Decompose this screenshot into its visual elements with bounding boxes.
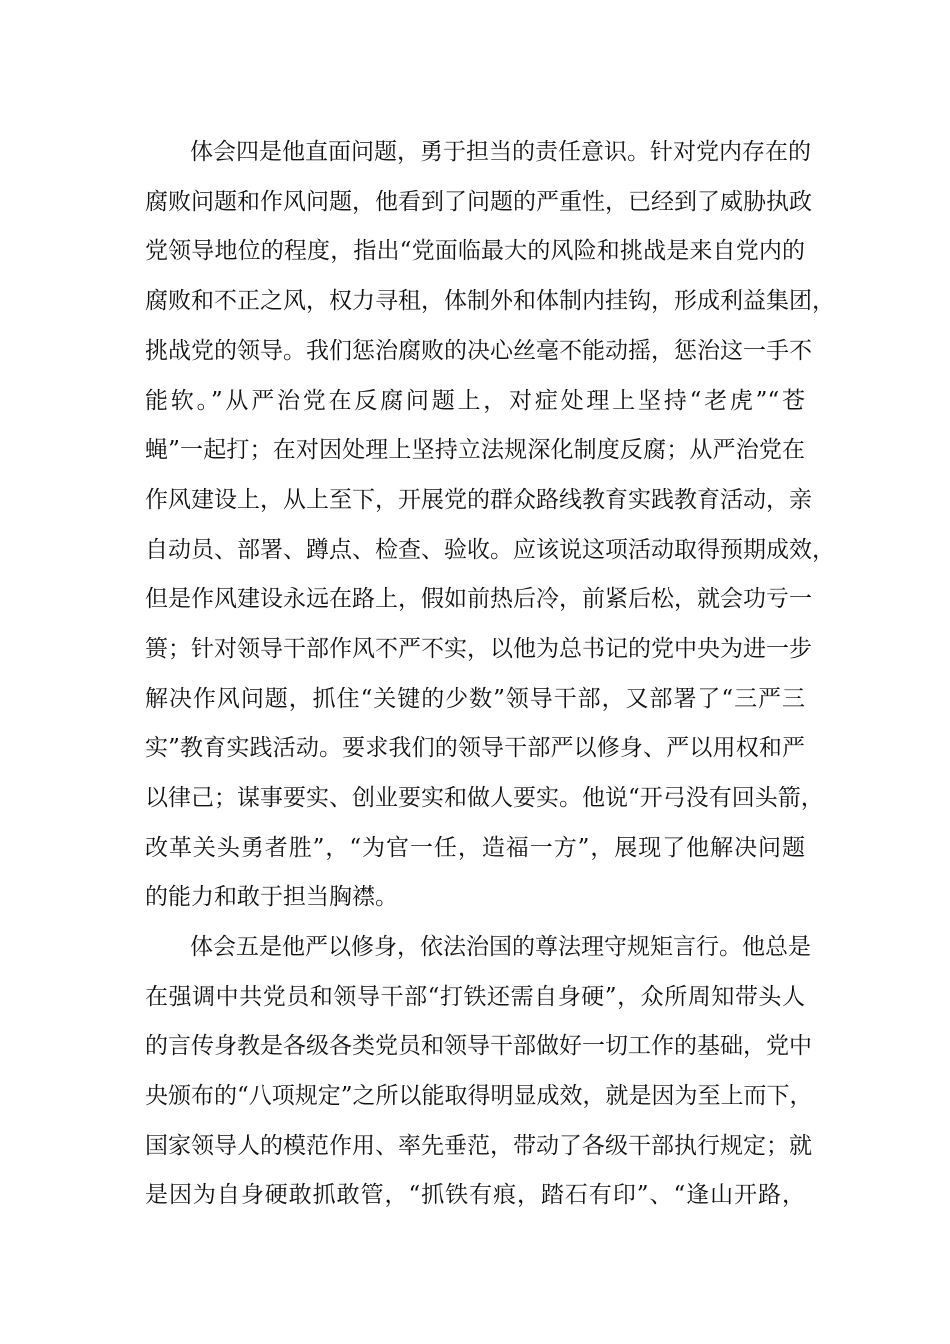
text-line-7: 蝇”一起打；在对因处理上坚持立法规深化制度反腐；从严治党在 [145,437,805,463]
text-line-17: 体会五是他严以修身，依法治国的尊法理守规矩言行。他总是 [190,934,811,960]
text-line-8: 作风建设上，从上至下，开展党的群众路线教育实践教育活动，亲 [145,487,812,513]
text-line-2: 腐败问题和作风问题，他看到了问题的严重性，已经到了威胁执政 [145,189,812,215]
text-line-19: 的言传身教是各级各类党员和领导干部做好一切工作的基础，党中 [145,1033,812,1059]
text-line-22: 是因为自身硬敢抓敢管，“抓铁有痕，踏石有印”、“逢山开路， [145,1182,805,1208]
text-line-12: 解决作风问题，抓住“关键的少数”领导干部，又部署了“三严三 [145,686,805,712]
text-line-18: 在强调中共党员和领导干部“打铁还需自身硬”，众所周知带头人 [145,984,805,1010]
text-line-13: 实”教育实践活动。要求我们的领导干部严以修身、严以用权和严 [145,735,805,761]
text-line-9: 自动员、部署、蹲点、检查、验收。应该说这项活动取得预期成效， [145,537,835,563]
text-line-21: 国家领导人的模范作用、率先垂范，带动了各级干部执行规定；就 [145,1133,812,1159]
text-line-5: 挑战党的领导。我们惩治腐败的决心丝毫不能动摇，惩治这一手不 [145,338,812,364]
text-line-6: 能软。”从严治党在反腐问题上，对症处理上坚持“老虎”“苍 [145,388,805,414]
text-line-11: 篑；针对领导干部作风不严不实，以他为总书记的党中央为进一步 [145,636,812,662]
text-line-16: 的能力和敢于担当胸襟。 [145,884,398,910]
text-line-10: 但是作风建设永远在路上，假如前热后冷，前紧后松，就会功亏一 [145,586,812,612]
text-line-1: 体会四是他直面问题，勇于担当的责任意识。针对党内存在的 [190,139,811,165]
text-line-15: 改革关头勇者胜”，“为官一任，造福一方”，展现了他解决问题 [145,835,805,861]
text-line-3: 党领导地位的程度，指出“党面临最大的风险和挑战是来自党内的 [145,238,805,264]
text-line-14: 以律己；谋事要实、创业要实和做人要实。他说“开弓没有回头箭， [145,785,824,811]
text-line-4: 腐败和不正之风，权力寻租，体制外和体制内挂钩，形成利益集团， [145,288,835,314]
text-line-20: 央颁布的“八项规定”之所以能取得明显成效，就是因为至上而下， [145,1083,813,1109]
